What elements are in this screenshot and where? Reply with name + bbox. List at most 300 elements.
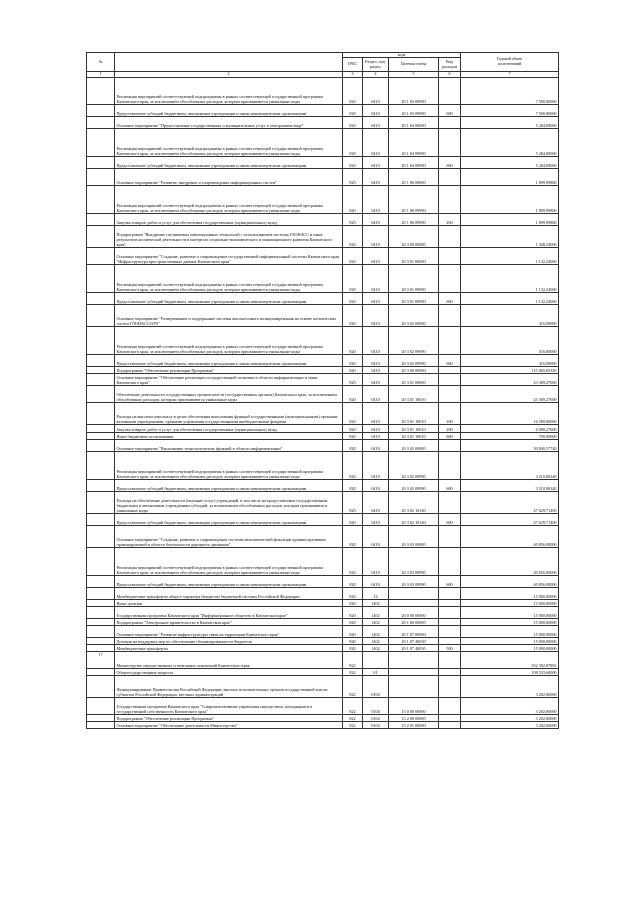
row-description: Реализация мероприятий соответствующей подпрограммы в рамках соответствующей государственной программы Камчатского края, за исключением обособленных расходов, которым присваиваются уникальные коды [115,326,343,354]
row-description: Межбюджетные трансферты [115,644,343,651]
row-expense-type: 600 [439,104,461,116]
row-amount: 1 132,24000 [461,247,559,264]
row-description: Предоставление субсидий бюджетным, автономным учреждениям и иным некоммерческим организациям [115,513,343,525]
row-expense-type [439,185,461,213]
row-section: 0410 [363,77,389,104]
row-target-article: 20 1 00 00000 [389,618,439,625]
row-description: Подпрограмма "Обеспечение реализации Программы" [115,714,343,721]
row-section: 0104 [363,714,389,721]
row-expense-type [439,366,461,373]
row-grbs: 820 [343,432,363,439]
row-target-article: 20 3 02 10140 [389,491,439,513]
row-section: 0410 [363,385,389,402]
row-target-article: 20 3 02 09990 [389,479,439,491]
row-section: 0410 [363,402,389,424]
row-amount: 15 000,00000 [461,637,559,644]
row-number [87,668,115,675]
row-expense-type: 200 [439,213,461,225]
row-expense-type [439,451,461,479]
table-row [87,644,559,651]
row-number [87,618,115,625]
row-amount: 23 369,27600 [461,373,559,385]
row-grbs: 820 [343,373,363,385]
row-number [87,439,115,451]
row-amount: 3 210,86340 [461,479,559,491]
row-amount: 47 629,71400 [461,491,559,513]
row-amount: 16 589,00000 [461,402,559,424]
row-description: Подпрограмма "Обеспечение реализации Программы" [115,366,343,373]
row-number [87,432,115,439]
row-number [87,625,115,637]
row-target-article: 20 3 01 10010 [389,432,439,439]
row-amount: 3 202,00000 [461,675,559,697]
row-number [87,77,115,104]
header-codes-group: коды [343,53,461,58]
row-description: Подпрограмма "Внедрение спутниковых навигационных технологий с использованием системы ГЛОНАСС и иных результатов космической деятельности в интересах социально-экономического и инновационного развития Камчатского края" [115,225,343,247]
row-grbs: 820 [343,366,363,373]
row-number [87,116,115,128]
row-grbs: 820 [343,292,363,304]
row-expense-type [439,491,461,513]
row-target-article: 13 2 00 00000 [389,714,439,721]
row-grbs: 820 [343,168,363,185]
table-row [87,225,559,247]
row-grbs: 820 [343,587,363,599]
row-expense-type [439,326,461,354]
row-target-article: 20 3 02 10140 [389,513,439,525]
table-row [87,668,559,675]
row-number [87,225,115,247]
row-amount: 3 202,00000 [461,697,559,714]
row-amount: 1 899,99800 [461,185,559,213]
row-description: Основное мероприятие "Обеспечение деятельности Министерства" [115,721,343,728]
row-amount: 1 448,24000 [461,225,559,247]
row-expense-type: 800 [439,432,461,439]
row-expense-type [439,264,461,292]
header-n: № [87,53,115,72]
row-section: 1402 [363,625,389,637]
row-expense-type: 500 [439,644,461,651]
row-description: Основное мероприятие "Выполнение технологических функций в области информатизации" [115,439,343,451]
row-target-article: 20 1 06 00000 [389,168,439,185]
row-expense-type: 100 [439,402,461,424]
row-amount: 23 369,27600 [461,385,559,402]
row-amount: 47 629,71400 [461,513,559,525]
row-description: Реализация мероприятий соответствующей подпрограммы в рамках соответствующей государственной программы Камчатского края, за исключением обособленных расходов, которым присваиваются уникальные коды [115,77,343,104]
row-description: Реализация мероприятий соответствующей подпрограммы в рамках соответствующей государственной программы Камчатского края, за исключением обособленных расходов, которым присваиваются уникальные коды [115,185,343,213]
row-number [87,599,115,606]
row-target-article: 20 3 01 00000 [389,373,439,385]
row-description: Функционирование Правительства Российской Федерации, высших исполнительных органов государственной власти субъектов Российской Федерации, местных администраций [115,675,343,697]
row-amount: 15 000,00000 [461,618,559,625]
row-description: Обеспечение деятельности государственных органов власти (государственных органов) Камчатского края, за исключением обособленных расходов, которым присваиваются уникальные коды [115,385,343,402]
row-number [87,714,115,721]
row-number [87,104,115,116]
table-row [87,156,559,168]
table-row [87,697,559,714]
row-number [87,479,115,491]
row-amount: 115 065,85340 [461,366,559,373]
row-description: Закупка товаров, работ и услуг для обеспечения государственных (муниципальных) нужд [115,213,343,225]
row-number [87,128,115,156]
row-grbs: 820 [343,479,363,491]
row-target-article [389,668,439,675]
row-grbs: 820 [343,264,363,292]
row-grbs: 820 [343,354,363,366]
table-row [87,714,559,721]
row-number [87,385,115,402]
row-section: 0410 [363,479,389,491]
row-amount: 3 210,86340 [461,451,559,479]
row-amount: 15 000,00000 [461,644,559,651]
row-grbs: 820 [343,439,363,451]
row-grbs: 820 [343,385,363,402]
row-number [87,213,115,225]
table-row [87,432,559,439]
row-section: 1402 [363,644,389,651]
header-name [115,53,343,72]
row-expense-type [439,525,461,547]
row-amount: 15 000,00000 [461,606,559,618]
row-grbs: 820 [343,77,363,104]
row-target-article: 20 3 02 00000 [389,304,439,326]
row-target-article: 20 1 06 09990 [389,185,439,213]
row-target-article: 20 3 00 00000 [389,366,439,373]
header-total: Годовой объем ассигнований [461,53,559,72]
row-number [87,366,115,373]
row-target-article: 20 1 04 09990 [389,128,439,156]
row-description: Расходы на обеспечение деятельности (оказание услуг) учреждений, в том числе на предоставление государственным бюджетным и автономным учреждениям субсидий, за исключением обособленных расходов, которым присваиваются уникальные коды [115,491,343,513]
row-amount: 700,00000 [461,432,559,439]
row-number [87,697,115,714]
col-number: 2 [115,72,343,78]
row-target-article: 20 3 00 00000 [389,225,439,247]
row-amount: 5 284,00000 [461,128,559,156]
row-grbs: 820 [343,104,363,116]
row-grbs: 820 [343,326,363,354]
row-section: 0410 [363,225,389,247]
row-expense-type [439,439,461,451]
col-number: 1 [87,72,115,78]
row-section: 0410 [363,432,389,439]
row-description: Иные бюджетные ассигнования [115,432,343,439]
table-row [87,439,559,451]
table-row [87,451,559,479]
row-description: Предоставление субсидий бюджетным, автономным учреждениям и иным некоммерческим организациям [115,104,343,116]
row-target-article [389,651,439,668]
row-grbs: 820 [343,599,363,606]
table-row [87,354,559,366]
row-number [87,373,115,385]
table-row [87,491,559,513]
row-grbs: 820 [343,225,363,247]
table-row [87,402,559,424]
header-grbs: ГРБС [343,58,363,72]
row-grbs: 820 [343,402,363,424]
row-expense-type [439,697,461,714]
row-expense-type [439,618,461,625]
row-target-article: 20 1 07 00000 [389,625,439,637]
row-target-article: 20 3 01 09990 [389,264,439,292]
table-row [87,304,559,326]
row-expense-type: 600 [439,479,461,491]
row-section: 0410 [363,366,389,373]
row-description: Предоставление субсидий бюджетным, автономным учреждениям и иным некоммерческим организациям [115,575,343,587]
table-body [87,77,559,728]
row-section: 0410 [363,439,389,451]
row-grbs: 820 [343,213,363,225]
row-number [87,247,115,264]
table-row [87,575,559,587]
row-number [87,525,115,547]
row-target-article: 20 3 02 09990 [389,354,439,366]
budget-table [86,52,559,729]
row-expense-type [439,714,461,721]
row-number [87,491,115,513]
row-description: Предоставление субсидий бюджетным, автономным учреждениям и иным некоммерческим организациям [115,479,343,491]
row-section: 0410 [363,575,389,587]
row-number [87,264,115,292]
row-section: 0410 [363,326,389,354]
row-expense-type [439,385,461,402]
row-amount: 1 132,24000 [461,264,559,292]
row-section: 0104 [363,675,389,697]
row-amount: 15 000,00000 [461,587,559,599]
row-expense-type [439,599,461,606]
row-target-article: 20 3 02 09990 [389,451,439,479]
row-amount: 316,00000 [461,354,559,366]
row-grbs: 822 [343,651,363,668]
row-amount: 3 202,00000 [461,721,559,728]
row-section: 0410 [363,292,389,304]
row-amount: 15 000,00000 [461,625,559,637]
table-row [87,599,559,606]
row-expense-type [439,587,461,599]
row-target-article: 20 1 03 09990 [389,77,439,104]
table-row [87,424,559,432]
row-expense-type: 600 [439,156,461,168]
row-grbs: 820 [343,644,363,651]
table-row [87,168,559,185]
row-grbs: 820 [343,116,363,128]
row-target-article: 20 3 01 10010 [389,402,439,424]
table-row [87,213,559,225]
row-grbs: 820 [343,606,363,618]
table-row [87,479,559,491]
table-row [87,366,559,373]
col-number: 7 [461,72,559,78]
row-grbs: 822 [343,714,363,721]
table-row [87,128,559,156]
row-grbs: 822 [343,697,363,714]
row-number [87,547,115,575]
row-grbs: 820 [343,424,363,432]
row-number [87,451,115,479]
table-row [87,625,559,637]
row-section: 0410 [363,525,389,547]
table-row [87,373,559,385]
row-number [87,304,115,326]
row-target-article: 13 2 01 00000 [389,721,439,728]
row-expense-type [439,77,461,104]
row-section: 0410 [363,116,389,128]
row-expense-type: 600 [439,354,461,366]
row-number [87,424,115,432]
table-row [87,326,559,354]
row-grbs: 820 [343,625,363,637]
row-expense-type [439,304,461,326]
row-section: 14 [363,587,389,599]
row-description: Основное мероприятие "Предоставление государственных и муниципальных услуг в электронном виде" [115,116,343,128]
row-number: 17 [87,651,115,668]
row-target-article: 20 3 03 09990 [389,575,439,587]
table-row [87,264,559,292]
row-number [87,675,115,697]
col-number: 4 [363,72,389,78]
row-expense-type [439,128,461,156]
col-number: 5 [389,72,439,78]
row-grbs: 822 [343,721,363,728]
row-expense-type [439,547,461,575]
table-row [87,513,559,525]
header-section: Раздел, под- раздел [363,58,389,72]
row-description: Основное мероприятие "Развитие, внедрение и сопровождение информационных систем" [115,168,343,185]
row-expense-type: 600 [439,575,461,587]
table-row [87,385,559,402]
row-grbs: 820 [343,128,363,156]
row-description: Предоставление субсидий бюджетным, автономным учреждениям и иным некоммерческим организациям [115,354,343,366]
row-number [87,354,115,366]
row-amount: 40 856,00000 [461,575,559,587]
row-section: 0410 [363,128,389,156]
row-amount: 316,00000 [461,326,559,354]
row-number [87,644,115,651]
table-row [87,247,559,264]
table-row [87,185,559,213]
row-section: 0410 [363,104,389,116]
col-number: 6 [439,72,461,78]
row-amount: 40 856,00000 [461,525,559,547]
row-target-article [389,599,439,606]
row-description: Основное мероприятие "Обеспечение реализации государственной политики в области информатизации и связи Камчатского края" [115,373,343,385]
row-grbs: 822 [343,675,363,697]
row-expense-type [439,651,461,668]
header-vid: Вид расходов [439,58,461,72]
row-section: 0104 [363,697,389,714]
row-target-article: 20 1 07 40030 [389,637,439,644]
row-description: Предоставление субсидий бюджетным, автономным учреждениям и иным некоммерческим организациям [115,292,343,304]
row-expense-type: 600 [439,513,461,525]
row-amount: 6 080,27600 [461,424,559,432]
row-grbs: 820 [343,575,363,587]
row-description: Реализация мероприятий соответствующей подпрограммы в рамках соответствующей государственной программы Камчатского края, за исключением обособленных расходов, которым присваиваются уникальные коды [115,547,343,575]
row-description: Закупка товаров, работ и услуг для обеспечения государственных (муниципальных) нужд [115,424,343,432]
row-section: 0410 [363,547,389,575]
row-description: Основное мероприятие "Создание, развитие и сопровождение системы автоматической фиксации административных правонарушений в области безопасности дорожного движения" [115,525,343,547]
row-number [87,168,115,185]
row-expense-type [439,247,461,264]
table-row [87,637,559,644]
row-section: 0104 [363,721,389,728]
row-amount: 1 899,99800 [461,168,559,185]
row-number [87,156,115,168]
row-amount: 15 000,00000 [461,599,559,606]
table-row [87,104,559,116]
row-number [87,575,115,587]
row-number [87,326,115,354]
row-grbs: 820 [343,491,363,513]
row-expense-type [439,625,461,637]
row-description: Реализация мероприятий соответствующей подпрограммы в рамках соответствующей государственной программы Камчатского края, за исключением обособленных расходов, которым присваиваются уникальные коды [115,128,343,156]
table-row [87,587,559,599]
header-target: Целевая статья [389,58,439,72]
row-description: Государственная программа Камчатского края "Совершенствование управления имуществом, находящимся в государственной собственности Камчатского края" [115,697,343,714]
row-target-article: 13 0 00 00000 [389,697,439,714]
row-description: Реализация мероприятий соответствующей подпрограммы в рамках соответствующей государственной программы Камчатского края, за исключением обособленных расходов, которым присваиваются уникальные коды [115,264,343,292]
row-amount: 1 899,99800 [461,213,559,225]
table-row [87,292,559,304]
row-description: Расходы на выплаты персоналу в целях обеспечения выполнения функций государственными (муниципальными) органами, казенными учреждениями, органами управления государственными внебюджетными фондами [115,402,343,424]
row-amount: 316,00000 [461,304,559,326]
row-amount: 5 284,00000 [461,116,559,128]
row-expense-type [439,721,461,728]
table-row [87,618,559,625]
row-expense-type [439,668,461,675]
row-expense-type [439,373,461,385]
row-description: Общегосударственные вопросы [115,668,343,675]
row-number [87,292,115,304]
row-section: 0410 [363,373,389,385]
row-target-article: 20 3 01 09990 [389,292,439,304]
row-target-article [389,675,439,697]
row-grbs: 820 [343,513,363,525]
row-number [87,637,115,644]
row-section: 0410 [363,185,389,213]
row-target-article: 20 1 04 09990 [389,156,439,168]
table-row [87,675,559,697]
row-number [87,402,115,424]
row-number [87,185,115,213]
row-grbs: 820 [343,618,363,625]
row-target-article: 20 1 04 00000 [389,116,439,128]
row-description: Реализация мероприятий соответствующей подпрограммы в рамках соответствующей государственной программы Камчатского края, за исключением обособленных расходов, которым присваиваются уникальные коды [115,451,343,479]
row-grbs: 820 [343,156,363,168]
row-grbs: 820 [343,247,363,264]
row-target-article: 20 3 01 10010 [389,385,439,402]
row-expense-type [439,606,461,618]
row-target-article: 20 1 07 40030 [389,644,439,651]
row-section: 0410 [363,354,389,366]
row-grbs: 820 [343,304,363,326]
row-expense-type: 600 [439,292,461,304]
row-section: 1402 [363,599,389,606]
row-number [87,587,115,599]
row-section: 0410 [363,213,389,225]
row-section: 0410 [363,513,389,525]
row-target-article: 20 3 02 00000 [389,439,439,451]
row-section: 0410 [363,491,389,513]
row-section: 1402 [363,606,389,618]
row-amount: 1 132,24000 [461,292,559,304]
row-section: 0410 [363,168,389,185]
row-section [363,651,389,668]
row-description: Предоставление субсидий бюджетным, автономным учреждениям и иным некоммерческим организациям [115,156,343,168]
table-row [87,77,559,104]
row-target-article: 20 3 03 09990 [389,547,439,575]
row-target-article [389,587,439,599]
row-description: Межбюджетные трансферты общего характера бюджетам бюджетной системы Российской Федерации [115,587,343,599]
header-row-top [87,53,559,58]
